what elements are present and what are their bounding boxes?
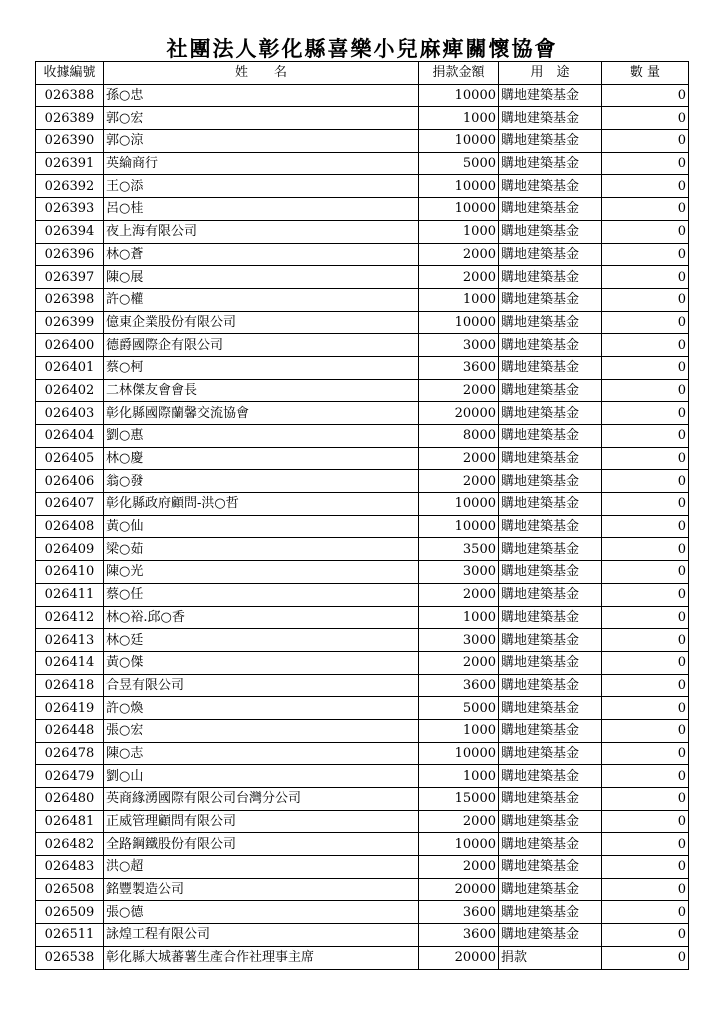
quantity-cell: 0 <box>602 107 689 130</box>
donation-table <box>35 61 689 970</box>
header-amount: 捐款金額 <box>419 62 499 85</box>
use-cell: 捐款 <box>499 946 602 969</box>
receipt-no-cell: 026413 <box>36 629 104 652</box>
name-cell: 孫○忠 <box>104 84 419 107</box>
name-cell: 彰化縣國際蘭馨交流協會 <box>104 402 419 425</box>
name-cell: 合昱有限公司 <box>104 674 419 697</box>
use-cell: 購地建築基金 <box>499 810 602 833</box>
table-row <box>36 561 689 584</box>
table-row <box>36 515 689 538</box>
name-cell: 蔡○任 <box>104 583 419 606</box>
quantity-cell: 0 <box>602 266 689 289</box>
quantity-cell: 0 <box>602 84 689 107</box>
name-cell: 張○德 <box>104 901 419 924</box>
receipt-no-cell: 026411 <box>36 583 104 606</box>
amount-cell: 3600 <box>419 674 499 697</box>
table-row <box>36 334 689 357</box>
name-cell: 正威管理顧問有限公司 <box>104 810 419 833</box>
receipt-no-cell: 026397 <box>36 266 104 289</box>
amount-cell: 1000 <box>419 107 499 130</box>
table-row <box>36 266 689 289</box>
name-cell: 林○廷 <box>104 629 419 652</box>
receipt-no-cell: 026448 <box>36 719 104 742</box>
name-cell: 梁○茹 <box>104 538 419 561</box>
receipt-no-cell: 026418 <box>36 674 104 697</box>
quantity-cell: 0 <box>602 288 689 311</box>
use-cell: 購地建築基金 <box>499 130 602 153</box>
table-row <box>36 107 689 130</box>
quantity-cell: 0 <box>602 175 689 198</box>
amount-cell: 2000 <box>419 470 499 493</box>
table-row <box>36 470 689 493</box>
name-cell: 林○裕.邱○香 <box>104 606 419 629</box>
quantity-cell: 0 <box>602 493 689 516</box>
quantity-cell: 0 <box>602 561 689 584</box>
amount-cell: 10000 <box>419 311 499 334</box>
receipt-no-cell: 026479 <box>36 765 104 788</box>
receipt-no-cell: 026408 <box>36 515 104 538</box>
use-cell: 購地建築基金 <box>499 901 602 924</box>
name-cell: 黃○傑 <box>104 651 419 674</box>
header-quantity: 數 量 <box>602 62 689 85</box>
use-cell: 購地建築基金 <box>499 878 602 901</box>
use-cell: 購地建築基金 <box>499 379 602 402</box>
receipt-no-cell: 026483 <box>36 856 104 879</box>
receipt-no-cell: 026391 <box>36 152 104 175</box>
table-row <box>36 901 689 924</box>
name-cell: 林○蒼 <box>104 243 419 266</box>
name-cell: 王○添 <box>104 175 419 198</box>
table-row <box>36 946 689 969</box>
quantity-cell: 0 <box>602 243 689 266</box>
amount-cell: 2000 <box>419 243 499 266</box>
name-cell: 許○煥 <box>104 697 419 720</box>
amount-cell: 3500 <box>419 538 499 561</box>
table-row <box>36 152 689 175</box>
amount-cell: 2000 <box>419 379 499 402</box>
table-row <box>36 198 689 221</box>
quantity-cell: 0 <box>602 674 689 697</box>
name-cell: 詠煌工程有限公司 <box>104 924 419 947</box>
quantity-cell: 0 <box>602 356 689 379</box>
use-cell: 購地建築基金 <box>499 674 602 697</box>
name-cell: 英綸商行 <box>104 152 419 175</box>
use-cell: 購地建築基金 <box>499 742 602 765</box>
receipt-no-cell: 026399 <box>36 311 104 334</box>
use-cell: 購地建築基金 <box>499 107 602 130</box>
header-name: 姓 名 <box>104 62 419 85</box>
amount-cell: 3000 <box>419 561 499 584</box>
amount-cell: 2000 <box>419 651 499 674</box>
use-cell: 購地建築基金 <box>499 788 602 811</box>
amount-cell: 1000 <box>419 288 499 311</box>
quantity-cell: 0 <box>602 856 689 879</box>
receipt-no-cell: 026405 <box>36 447 104 470</box>
receipt-no-cell: 026402 <box>36 379 104 402</box>
receipt-no-cell: 026390 <box>36 130 104 153</box>
amount-cell: 3600 <box>419 924 499 947</box>
receipt-no-cell: 026404 <box>36 425 104 448</box>
name-cell: 翁○發 <box>104 470 419 493</box>
amount-cell: 3600 <box>419 356 499 379</box>
amount-cell: 2000 <box>419 266 499 289</box>
table-row <box>36 810 689 833</box>
receipt-no-cell: 026400 <box>36 334 104 357</box>
use-cell: 購地建築基金 <box>499 356 602 379</box>
amount-cell: 8000 <box>419 425 499 448</box>
name-cell: 德爵國際企有限公司 <box>104 334 419 357</box>
header-receipt-no: 收據編號 <box>36 62 104 85</box>
table-row <box>36 493 689 516</box>
use-cell: 購地建築基金 <box>499 561 602 584</box>
quantity-cell: 0 <box>602 629 689 652</box>
table-row <box>36 175 689 198</box>
table-row <box>36 243 689 266</box>
quantity-cell: 0 <box>602 425 689 448</box>
receipt-no-cell: 026396 <box>36 243 104 266</box>
table-row <box>36 311 689 334</box>
quantity-cell: 0 <box>602 334 689 357</box>
use-cell: 購地建築基金 <box>499 425 602 448</box>
quantity-cell: 0 <box>602 130 689 153</box>
use-cell: 購地建築基金 <box>499 583 602 606</box>
name-cell: 二林傑友會會長 <box>104 379 419 402</box>
header-use: 用 途 <box>499 62 602 85</box>
table-row <box>36 606 689 629</box>
table-row <box>36 833 689 856</box>
name-cell: 全路鋼鐵股份有限公司 <box>104 833 419 856</box>
use-cell: 購地建築基金 <box>499 697 602 720</box>
use-cell: 購地建築基金 <box>499 629 602 652</box>
name-cell: 林○慶 <box>104 447 419 470</box>
amount-cell: 10000 <box>419 84 499 107</box>
receipt-no-cell: 026419 <box>36 697 104 720</box>
quantity-cell: 0 <box>602 220 689 243</box>
use-cell: 購地建築基金 <box>499 538 602 561</box>
use-cell: 購地建築基金 <box>499 719 602 742</box>
receipt-no-cell: 026481 <box>36 810 104 833</box>
receipt-no-cell: 026392 <box>36 175 104 198</box>
quantity-cell: 0 <box>602 878 689 901</box>
table-row <box>36 220 689 243</box>
amount-cell: 20000 <box>419 878 499 901</box>
name-cell: 洪○超 <box>104 856 419 879</box>
amount-cell: 10000 <box>419 493 499 516</box>
receipt-no-cell: 026509 <box>36 901 104 924</box>
receipt-no-cell: 026393 <box>36 198 104 221</box>
use-cell: 購地建築基金 <box>499 833 602 856</box>
page-title: 社團法人彰化縣喜樂小兒麻痺關懷協會 <box>166 37 558 61</box>
receipt-no-cell: 026406 <box>36 470 104 493</box>
quantity-cell: 0 <box>602 379 689 402</box>
table-row <box>36 856 689 879</box>
quantity-cell: 0 <box>602 515 689 538</box>
amount-cell: 10000 <box>419 833 499 856</box>
quantity-cell: 0 <box>602 833 689 856</box>
receipt-no-cell: 026412 <box>36 606 104 629</box>
amount-cell: 3000 <box>419 629 499 652</box>
quantity-cell: 0 <box>602 152 689 175</box>
name-cell: 億東企業股份有限公司 <box>104 311 419 334</box>
table-row <box>36 356 689 379</box>
quantity-cell: 0 <box>602 924 689 947</box>
quantity-cell: 0 <box>602 810 689 833</box>
use-cell: 購地建築基金 <box>499 266 602 289</box>
table-row <box>36 924 689 947</box>
name-cell: 英商緣湧國際有限公司台灣分公司 <box>104 788 419 811</box>
quantity-cell: 0 <box>602 651 689 674</box>
receipt-no-cell: 026511 <box>36 924 104 947</box>
table-row <box>36 288 689 311</box>
receipt-no-cell: 026407 <box>36 493 104 516</box>
table-row <box>36 402 689 425</box>
use-cell: 購地建築基金 <box>499 334 602 357</box>
receipt-no-cell: 026401 <box>36 356 104 379</box>
receipt-no-cell: 026482 <box>36 833 104 856</box>
use-cell: 購地建築基金 <box>499 924 602 947</box>
amount-cell: 10000 <box>419 198 499 221</box>
amount-cell: 20000 <box>419 402 499 425</box>
table-body <box>36 84 689 969</box>
name-cell: 陳○光 <box>104 561 419 584</box>
table-row <box>36 538 689 561</box>
name-cell: 黃○仙 <box>104 515 419 538</box>
amount-cell: 2000 <box>419 447 499 470</box>
table-row <box>36 697 689 720</box>
receipt-no-cell: 026480 <box>36 788 104 811</box>
table-row <box>36 84 689 107</box>
table-row <box>36 674 689 697</box>
use-cell: 購地建築基金 <box>499 447 602 470</box>
table-row <box>36 719 689 742</box>
quantity-cell: 0 <box>602 765 689 788</box>
quantity-cell: 0 <box>602 198 689 221</box>
use-cell: 購地建築基金 <box>499 243 602 266</box>
amount-cell: 1000 <box>419 220 499 243</box>
receipt-no-cell: 026389 <box>36 107 104 130</box>
quantity-cell: 0 <box>602 311 689 334</box>
table-row <box>36 583 689 606</box>
receipt-no-cell: 026410 <box>36 561 104 584</box>
name-cell: 劉○惠 <box>104 425 419 448</box>
amount-cell: 10000 <box>419 742 499 765</box>
use-cell: 購地建築基金 <box>499 651 602 674</box>
use-cell: 購地建築基金 <box>499 765 602 788</box>
use-cell: 購地建築基金 <box>499 288 602 311</box>
use-cell: 購地建築基金 <box>499 606 602 629</box>
amount-cell: 10000 <box>419 515 499 538</box>
use-cell: 購地建築基金 <box>499 220 602 243</box>
table-row <box>36 651 689 674</box>
use-cell: 購地建築基金 <box>499 493 602 516</box>
use-cell: 購地建築基金 <box>499 175 602 198</box>
table-row <box>36 742 689 765</box>
name-cell: 張○宏 <box>104 719 419 742</box>
amount-cell: 1000 <box>419 765 499 788</box>
amount-cell: 10000 <box>419 130 499 153</box>
amount-cell: 1000 <box>419 719 499 742</box>
quantity-cell: 0 <box>602 606 689 629</box>
amount-cell: 3000 <box>419 334 499 357</box>
name-cell: 夜上海有限公司 <box>104 220 419 243</box>
table-row <box>36 379 689 402</box>
name-cell: 陳○志 <box>104 742 419 765</box>
table-row <box>36 130 689 153</box>
amount-cell: 3600 <box>419 901 499 924</box>
quantity-cell: 0 <box>602 719 689 742</box>
quantity-cell: 0 <box>602 901 689 924</box>
quantity-cell: 0 <box>602 470 689 493</box>
header-row <box>36 62 689 85</box>
name-cell: 蔡○柯 <box>104 356 419 379</box>
receipt-no-cell: 026398 <box>36 288 104 311</box>
receipt-no-cell: 026394 <box>36 220 104 243</box>
receipt-no-cell: 026409 <box>36 538 104 561</box>
use-cell: 購地建築基金 <box>499 311 602 334</box>
quantity-cell: 0 <box>602 742 689 765</box>
use-cell: 購地建築基金 <box>499 198 602 221</box>
quantity-cell: 0 <box>602 946 689 969</box>
amount-cell: 2000 <box>419 583 499 606</box>
table-row <box>36 878 689 901</box>
name-cell: 劉○山 <box>104 765 419 788</box>
table-row <box>36 765 689 788</box>
use-cell: 購地建築基金 <box>499 470 602 493</box>
table-row <box>36 788 689 811</box>
name-cell: 彰化縣大城蕃薯生產合作社理事主席 <box>104 946 419 969</box>
table-row <box>36 425 689 448</box>
use-cell: 購地建築基金 <box>499 856 602 879</box>
name-cell: 郭○涼 <box>104 130 419 153</box>
quantity-cell: 0 <box>602 697 689 720</box>
use-cell: 購地建築基金 <box>499 515 602 538</box>
receipt-no-cell: 026538 <box>36 946 104 969</box>
name-cell: 許○權 <box>104 288 419 311</box>
quantity-cell: 0 <box>602 447 689 470</box>
receipt-no-cell: 026478 <box>36 742 104 765</box>
amount-cell: 20000 <box>419 946 499 969</box>
amount-cell: 5000 <box>419 152 499 175</box>
quantity-cell: 0 <box>602 583 689 606</box>
name-cell: 郭○宏 <box>104 107 419 130</box>
amount-cell: 2000 <box>419 810 499 833</box>
amount-cell: 1000 <box>419 606 499 629</box>
receipt-no-cell: 026508 <box>36 878 104 901</box>
amount-cell: 2000 <box>419 856 499 879</box>
name-cell: 陳○展 <box>104 266 419 289</box>
amount-cell: 15000 <box>419 788 499 811</box>
quantity-cell: 0 <box>602 402 689 425</box>
table-row <box>36 629 689 652</box>
use-cell: 購地建築基金 <box>499 84 602 107</box>
amount-cell: 5000 <box>419 697 499 720</box>
name-cell: 銘豐製造公司 <box>104 878 419 901</box>
receipt-no-cell: 026388 <box>36 84 104 107</box>
use-cell: 購地建築基金 <box>499 402 602 425</box>
receipt-no-cell: 026403 <box>36 402 104 425</box>
receipt-no-cell: 026414 <box>36 651 104 674</box>
quantity-cell: 0 <box>602 538 689 561</box>
table-row <box>36 447 689 470</box>
amount-cell: 10000 <box>419 175 499 198</box>
use-cell: 購地建築基金 <box>499 152 602 175</box>
quantity-cell: 0 <box>602 788 689 811</box>
name-cell: 彰化縣政府顧問-洪○哲 <box>104 493 419 516</box>
name-cell: 呂○桂 <box>104 198 419 221</box>
